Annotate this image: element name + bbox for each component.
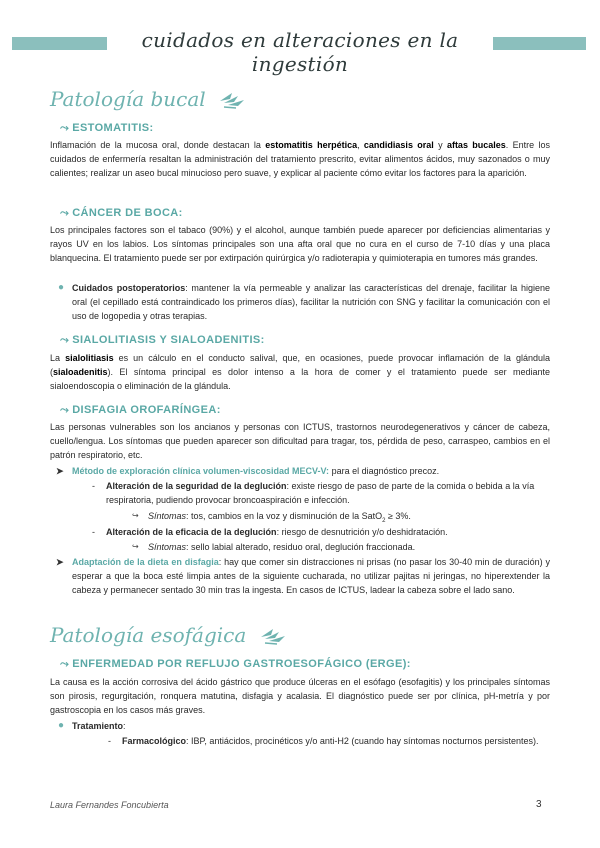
hook-arrow-icon: ↪	[132, 542, 139, 551]
paragraph-cancer: Los principales factores son el tabaco (90%) y el alcohol, aunque también puede aparecer por deficiencias alimentarias y rayos UV en los labios. Los síntomas principales son una afta oral que no cura en el curso de 7-10 días y una placa blanquecina. El tratamiento puede ser por extirpación quirúrgica y/o radioterapia y quimioterapia en tumores más grandes.	[50, 225, 550, 263]
page-number: 3	[536, 799, 542, 810]
item-farmacologico: - Farmacológico: IBP, antiácidos, procinéticos y/o anti-H2 (cuando hay síntomas nocturnos persistentes).	[108, 736, 539, 746]
chevron-right-icon: ➤	[56, 466, 64, 476]
bullet-adaptacion-dieta: ➤ Adaptación de la dieta en disfagia: hay que comer sin distracciones ni prisas (no pasar los 30-40 min de duración) y esperar a que la boca esté limpia antes de la siguiente cucharada, no utilizar pajitas ni jeringas, no hiperextender la cabeza y permanecer sentado 30 min tras la ingesta. En casos de ICTUS, ladear la cabeza sobre el lado sano.	[56, 557, 550, 595]
arrow-icon: ⤳	[60, 658, 70, 670]
section-title-text: Patología esofágica	[50, 623, 247, 647]
paragraph-disfagia: Las personas vulnerables son los ancianos y personas con ICTUS, trastornos neurodegenerativos y cáncer de cabeza, cuello/lengua. Los síntomas que pueden aparecer son dificultad para tragar, tos, pérdida de peso, carraspeo, cambios en el patrón respiratorio, etc.	[50, 422, 550, 460]
chevron-right-icon: ➤	[56, 557, 64, 567]
section-title-bucal	[50, 87, 246, 111]
bullet-dot-icon: ●	[58, 282, 65, 293]
page-title: cuidados en alteraciones en la ingestión	[141, 28, 459, 76]
arrow-icon: ⤳	[60, 122, 70, 134]
dash-icon: -	[92, 481, 95, 491]
bullet-mecv: ➤ Método de exploración clínica volumen-viscosidad MECV-V: para el diagnóstico precoz.	[56, 466, 440, 476]
subheading-sialo: ⤳ SIALOLITIASIS Y SIALOADENITIS:	[60, 334, 265, 346]
arrow-icon: ⤳	[60, 334, 70, 346]
arrow-icon: ⤳	[60, 207, 70, 219]
hook-arrow-icon: ↪	[132, 511, 139, 520]
section-title-esofagica	[50, 623, 287, 647]
leaf-icon	[218, 91, 246, 111]
subheading-erge: ⤳ ENFERMEDAD POR REFLUJO GASTROESOFÁGICO (ERGE):	[60, 658, 411, 670]
bullet-dot-icon: ●	[58, 720, 65, 731]
dash-icon: -	[92, 527, 95, 537]
paragraph-erge: La causa es la acción corrosiva del ácido gástrico que produce úlceras en el esófago (esofagitis) y los principales síntomas son pirosis, regurgitación, ronquera matutina, disfagia y acalasia. El diagnóstico puede ser por clínica, pH-metría y por gastroscopia en los casos más graves.	[50, 677, 550, 715]
paragraph-estomatitis: Inflamación de la mucosa oral, donde destacan la estomatitis herpética, candidiasis oral y aftas bucales. Entre los cuidados de enfermería resaltan la administración del tratamiento prescrito, evitar alimentos ácidos, muy sazonados o muy calientes; realizar un aseo bucal minucioso pero suave, y explicar al paciente cómo evitar los factores para la aparición.	[50, 140, 550, 178]
item-eficacia: - Alteración de la eficacia de la deglución: riesgo de desnutrición y/o deshidratación.	[92, 527, 448, 537]
arrow-icon: ⤳	[60, 404, 70, 416]
subheading-cancer: ⤳ CÁNCER DE BOCA:	[60, 207, 183, 219]
leaf-icon	[259, 627, 287, 647]
item-eficacia-sintomas: ↪ Síntomas: sello labial alterado, residuo oral, deglución fraccionada.	[132, 542, 416, 552]
section-title-text: Patología bucal	[50, 87, 206, 111]
bullet-cuidados-postoperatorios: ● Cuidados postoperatorios: mantener la vía permeable y analizar las características del drenaje, facilitar la higiene oral (el cepillado está contraindicado los primeros días), facilitar la nutrición con SNG y facilitar la comunicación con el uso de logopedia y otras terapias.	[58, 282, 550, 321]
paragraph-sialo: La sialolitiasis es un cálculo en el conducto salival, que, en ocasiones, puede provocar inflamación de la glándula (sialoadenitis). El síntoma principal es dolor intenso a la hora de comer y el tratamiento puede ser mediante sialoendoscopia o eliminación de la glándula.	[50, 353, 550, 391]
subheading-estomatitis: ⤳ ESTOMATITIS:	[60, 122, 154, 134]
item-seguridad-sintomas: ↪ Síntomas: tos, cambios en la voz y disminución de la SatO$_2$ ≥ 3%.	[132, 511, 411, 524]
subheading-disfagia: ⤳ DISFAGIA OROFARÍNGEA:	[60, 404, 221, 416]
dash-icon: -	[108, 736, 111, 746]
bullet-tratamiento: ● Tratamiento:	[58, 720, 126, 731]
title-decoration-right	[493, 37, 586, 50]
item-seguridad: - Alteración de la seguridad de la deglución: existe riesgo de paso de parte de la comida o bebida a la vía respiratoria, pudiendo provocar broncoaspiración e infección.	[92, 481, 535, 505]
title-decoration-left	[12, 37, 107, 50]
footer-author: Laura Fernandes Foncubierta	[50, 800, 169, 810]
